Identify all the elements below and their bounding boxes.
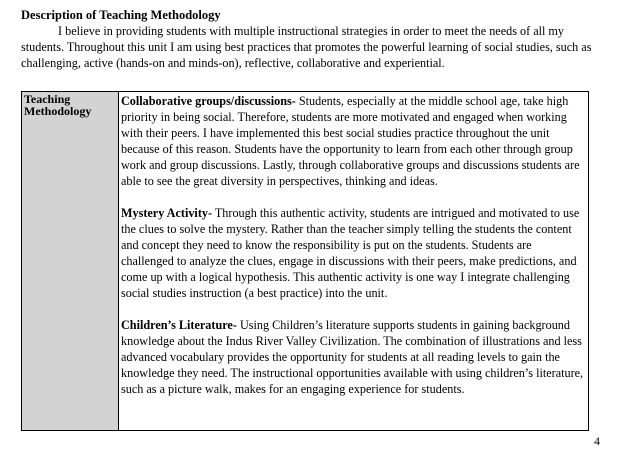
intro-text: I believe in providing students with multiple instructional strategies in order to meet the needs of all my students. Throughout this unit I am using best practices that promotes the powerful learning of social studies, such as challenging, active (hands-on and minds-on), reflective, collaborative and experiential. <box>21 24 592 70</box>
label-line-2: Methodology <box>24 104 92 118</box>
section-term: Collaborative groups/discussions- <box>121 94 296 108</box>
section-collaborative-groups <box>121 93 586 189</box>
methodology-content-cell <box>119 92 589 431</box>
page-number: 4 <box>594 434 600 448</box>
section-text: Using Children’s literature supports students in gaining background knowledge about the Indus River Valley Civilization. The combination of illustrations and less advanced vocabulary provides the opportunity for students at all reading levels to gain the knowledge they need. The instructional opportunities available with using children’s literature, such as a picture walk, makes for an engaging experience for students. <box>121 318 584 396</box>
label-line-1: Teaching <box>24 92 71 106</box>
methodology-label-cell <box>22 92 119 431</box>
section-term: Children’s Literature- <box>121 318 237 332</box>
document-heading: Description of Teaching Methodology <box>21 8 221 22</box>
section-text: Through this authentic activity, students are intrigued and motivated to use the clues to solve the mystery. Rather than the teacher simply telling the students the content and concept they need to know the responsibility is put on the students. Students are challenged to analyze the clues, engage in discussions with their peers, make predictions, and come up with a logical hypothesis. This authentic activity is one way I integrate challenging social studies instruction (a best practice) into the unit. <box>121 206 580 300</box>
section-text: Students, especially at the middle school age, take high priority in being social. Therefore, students are more motivated and engaged when working with their peers. I have implemented this best social studies practice throughout the unit because of this reason. Students have the opportunity to learn from each other through group work and group discussions. Lastly, through collaborative groups and discussions students are able to see the great diversity in perspectives, thinking and ideas. <box>121 94 580 188</box>
section-mystery-activity <box>121 205 586 301</box>
intro-paragraph <box>21 23 601 71</box>
section-childrens-literature <box>121 317 586 397</box>
table-row <box>22 92 589 431</box>
section-term: Mystery Activity- <box>121 206 213 220</box>
teaching-methodology-table <box>21 91 589 431</box>
